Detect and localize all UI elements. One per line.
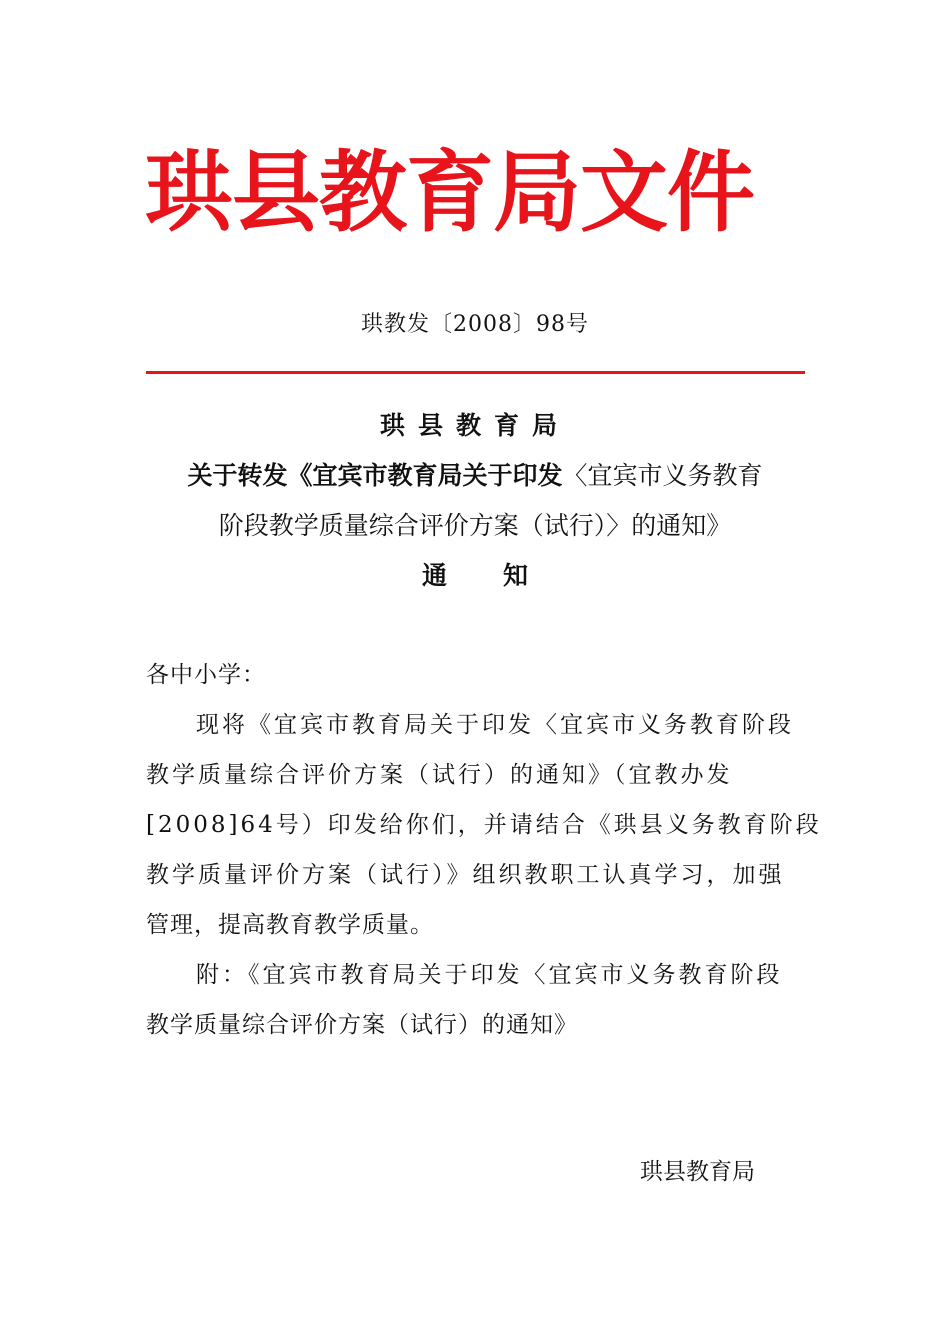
body-line: 教学质量综合评价方案（试行）的通知》（宜教办发 (146, 762, 733, 788)
title-line-2 (0, 456, 950, 496)
salutation: 各中小学： (146, 662, 266, 688)
title-line-2-bold: 关于转发《宜宾市教育局关于印发 (187, 461, 563, 490)
title-notice: 通知 (421, 561, 584, 590)
body-line: 现将《宜宾市教育局关于印发〈宜宾市义务教育阶段 (196, 712, 794, 738)
signature: 珙县教育局 (640, 1159, 755, 1185)
title-issuer: 珙县教育局 (379, 411, 570, 440)
body-line: 教学质量评价方案（试行）》组织教职工认真学习，加强 (146, 862, 785, 888)
masthead-title: 珙县教育局文件 (145, 141, 755, 244)
attachment-line: 教学质量综合评价方案（试行）的通知》 (146, 1012, 578, 1038)
attachment-line: 附：《宜宾市教育局关于印发〈宜宾市义务教育阶段 (196, 962, 783, 988)
title-line-3: 阶段教学质量综合评价方案（试行）〉的通知》 (218, 511, 732, 540)
body-line: 管理，提高教育教学质量。 (146, 912, 434, 938)
body-line: [2008]64号）印发给你们，并请结合《珙县义务教育阶段 (146, 812, 822, 838)
title-line-2-rest: 〈宜宾市义务教育 (562, 461, 763, 490)
red-divider (146, 371, 805, 374)
document-number: 珙教发〔2008〕98号 (361, 312, 589, 337)
